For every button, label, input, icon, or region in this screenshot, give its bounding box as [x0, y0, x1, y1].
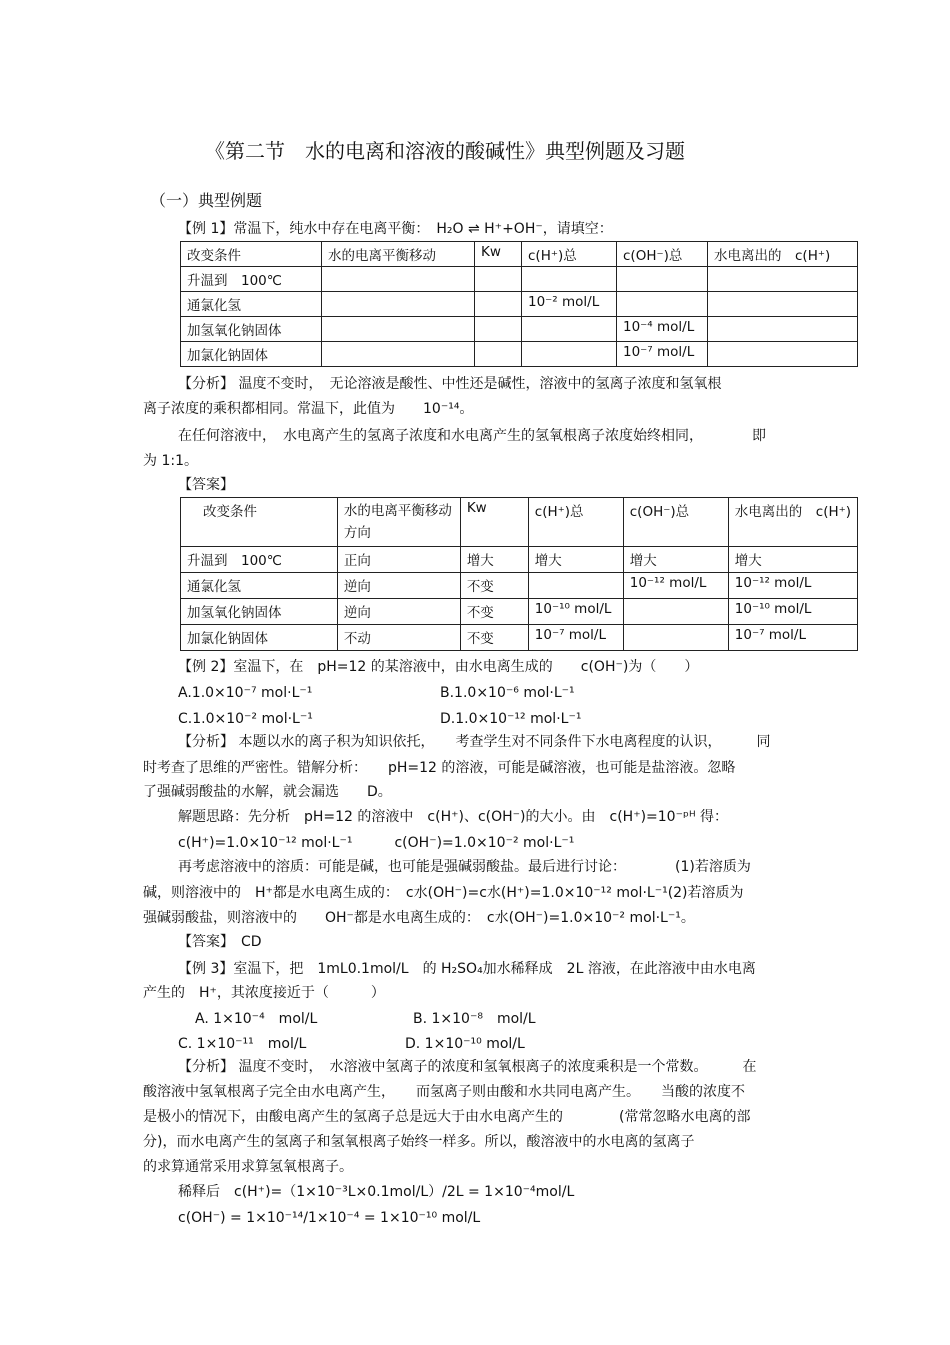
table-header-row [181, 498, 858, 547]
table-cell: Kw [460, 498, 528, 547]
analysis-line: 酸溶液中氢氧根离子完全由水电离产生， 而氢离子则由酸和水共同电离产生。 当酸的浓度不 [143, 1084, 745, 1100]
table-row [181, 342, 858, 367]
table-cell: Kw [475, 242, 522, 267]
analysis-line: 为 1:1。 [143, 453, 198, 469]
analysis-line: 再考虑溶液中的溶质：可能是碱，也可能是强碱弱酸盐。最后进行讨论： (1)若溶质为 [178, 859, 751, 875]
analysis-line: 强碱弱酸盐，则溶液中的 OH⁻都是水电离生成的： c水(OH⁻)=1.0×10⁻² mol·L⁻¹。 [143, 910, 695, 926]
table-cell: c(H⁺)总 [528, 498, 623, 547]
table-cell: 增大 [728, 547, 857, 573]
table-cell: 10⁻⁴ mol/L [617, 317, 708, 342]
table-cell: 加氯化钠固体 [181, 625, 338, 651]
table-cell [708, 317, 858, 342]
answer-label: 【答案】 CD [178, 934, 262, 950]
table-cell [528, 573, 623, 599]
analysis-line: 解题思路：先分析 pH=12 的溶液中 c(H⁺)、c(OH⁻)的大小。由 c(H⁺)=10⁻ᵖᴴ 得： [178, 809, 729, 825]
example-1-answer-table [180, 497, 858, 651]
table-header-row [181, 242, 858, 267]
option-d: D. 1×10⁻¹⁰ mol/L [405, 1036, 525, 1052]
calculation-line: c(OH⁻) = 1×10⁻¹⁴/1×10⁻⁴ = 1×10⁻¹⁰ mol/L [178, 1210, 481, 1226]
table-cell: 通氯化氢 [181, 292, 322, 317]
table-cell: 10⁻¹² mol/L [623, 573, 728, 599]
table-cell: 正向 [337, 547, 460, 573]
table-cell [475, 317, 522, 342]
analysis-line: 【分析】 温度不变时， 无论溶液是酸性、中性还是碱性，溶液中的氢离子浓度和氢氧根 [178, 376, 722, 392]
table-cell: 10⁻¹² mol/L [728, 573, 857, 599]
table-cell: 通氯化氢 [181, 573, 338, 599]
option-b: B.1.0×10⁻⁶ mol·L⁻¹ [440, 685, 575, 701]
table-cell: 不变 [460, 599, 528, 625]
table-cell: 增大 [460, 547, 528, 573]
analysis-line: c(H⁺)=1.0×10⁻¹² mol·L⁻¹ c(OH⁻)=1.0×10⁻² mol·L⁻¹ [178, 835, 575, 851]
table-cell [623, 625, 728, 651]
table-cell: 10⁻⁷ mol/L [528, 625, 623, 651]
table-row [181, 547, 858, 573]
analysis-line: 的求算通常采用求算氢氧根离子。 [143, 1159, 353, 1175]
table-cell: 增大 [623, 547, 728, 573]
section-heading: （一）典型例题 [150, 191, 263, 210]
table-cell [708, 267, 858, 292]
example-3-question: 【例 3】室温下，把 1mL0.1mol/L 的 H₂SO₄加水稀释成 2L 溶液，在此溶液中由水电离 [178, 961, 756, 977]
table-cell: 升温到 100℃ [181, 267, 322, 292]
analysis-line: 是极小的情况下，由酸电离产生的氢离子总是远大于由水电离产生的 (常常忽略水电离的部 [143, 1109, 751, 1125]
table-cell [322, 317, 475, 342]
example-1-question: 【例 1】常温下，纯水中存在电离平衡： H₂O ⇌ H⁺+OH⁻，请填空： [178, 221, 613, 237]
table-cell: 10⁻¹⁰ mol/L [528, 599, 623, 625]
table-cell: 加氢氧化钠固体 [181, 599, 338, 625]
analysis-line: 了强碱弱酸盐的水解，就会漏选 D。 [143, 784, 392, 800]
option-a: A.1.0×10⁻⁷ mol·L⁻¹ [178, 685, 313, 701]
table-cell [322, 267, 475, 292]
table-cell: 10⁻² mol/L [522, 292, 617, 317]
table-cell: 水的电离平衡移动 [322, 242, 475, 267]
table-cell [708, 342, 858, 367]
table-cell [617, 267, 708, 292]
example-1-blank-table [180, 241, 858, 367]
table-cell [522, 317, 617, 342]
option-d: D.1.0×10⁻¹² mol·L⁻¹ [440, 711, 582, 727]
table-cell [475, 342, 522, 367]
analysis-line: 【分析】 本题以水的离子积为知识依托， 考查学生对不同条件下水电离程度的认识， 同 [178, 734, 771, 750]
table-cell: 逆向 [337, 573, 460, 599]
example-2-question: 【例 2】室温下，在 pH=12 的某溶液中，由水电离生成的 c(OH⁻)为（ ） [178, 659, 699, 675]
table-cell [322, 292, 475, 317]
analysis-line: 时考查了思维的严密性。错解分析： pH=12 的溶液，可能是碱溶液，也可能是盐溶液。忽略 [143, 760, 736, 776]
table-cell: 不变 [460, 625, 528, 651]
analysis-line: 【分析】 温度不变时， 水溶液中氢离子的浓度和氢氧根离子的浓度乘积是一个常数。 在 [178, 1059, 757, 1075]
answer-label: 【答案】 [178, 477, 234, 493]
table-row [181, 267, 858, 292]
table-cell [475, 292, 522, 317]
analysis-line: 碱，则溶液中的 H⁺都是水电离生成的： c水(OH⁻)=c水(H⁺)=1.0×10⁻¹² mol·L⁻¹(2)若溶质为 [143, 885, 744, 901]
table-cell: 增大 [528, 547, 623, 573]
table-cell [623, 599, 728, 625]
option-b: B. 1×10⁻⁸ mol/L [413, 1011, 536, 1027]
table-cell: 10⁻⁷ mol/L [728, 625, 857, 651]
table-cell: 水电离出的 c(H⁺) [708, 242, 858, 267]
table-row [181, 599, 858, 625]
analysis-line: 分)，而水电离产生的氢离子和氢氧根离子始终一样多。所以，酸溶液中的水电离的氢离子 [143, 1134, 695, 1150]
table-cell [708, 292, 858, 317]
table-cell: 10⁻¹⁰ mol/L [728, 599, 857, 625]
table-cell: c(OH⁻)总 [617, 242, 708, 267]
table-row [181, 317, 858, 342]
table-cell [522, 342, 617, 367]
table-cell: 改变条件 [181, 498, 338, 547]
table-cell [322, 342, 475, 367]
table-cell [475, 267, 522, 292]
table-cell: 加氢氧化钠固体 [181, 317, 322, 342]
table-cell: 不动 [337, 625, 460, 651]
analysis-line: 离子浓度的乘积都相同。常温下，此值为 10⁻¹⁴。 [143, 401, 474, 417]
table-cell: 不变 [460, 573, 528, 599]
table-cell: 加氯化钠固体 [181, 342, 322, 367]
table-row [181, 625, 858, 651]
table-cell: 10⁻⁷ mol/L [617, 342, 708, 367]
option-c: C. 1×10⁻¹¹ mol/L [178, 1036, 307, 1052]
table-row [181, 573, 858, 599]
table-cell: 水电离出的 c(H⁺) [728, 498, 857, 547]
option-c: C.1.0×10⁻² mol·L⁻¹ [178, 711, 313, 727]
table-row [181, 292, 858, 317]
page-title: 《第二节 水的电离和溶液的酸碱性》典型例题及习题 [205, 139, 685, 163]
calculation-line: 稀释后 c(H⁺)=（1×10⁻³L×0.1mol/L）/2L = 1×10⁻⁴mol/L [178, 1184, 575, 1200]
table-cell: 逆向 [337, 599, 460, 625]
table-cell: 升温到 100℃ [181, 547, 338, 573]
table-cell [617, 292, 708, 317]
table-cell: 水的电离平衡移动方向 [337, 498, 460, 547]
option-a: A. 1×10⁻⁴ mol/L [195, 1011, 318, 1027]
table-cell: 改变条件 [181, 242, 322, 267]
table-cell: c(H⁺)总 [522, 242, 617, 267]
example-3-question: 产生的 H⁺，其浓度接近于（ ） [143, 985, 385, 1001]
table-cell: c(OH⁻)总 [623, 498, 728, 547]
table-cell [522, 267, 617, 292]
analysis-line: 在任何溶液中， 水电离产生的氢离子浓度和水电离产生的氢氧根离子浓度始终相同， 即 [178, 428, 766, 444]
